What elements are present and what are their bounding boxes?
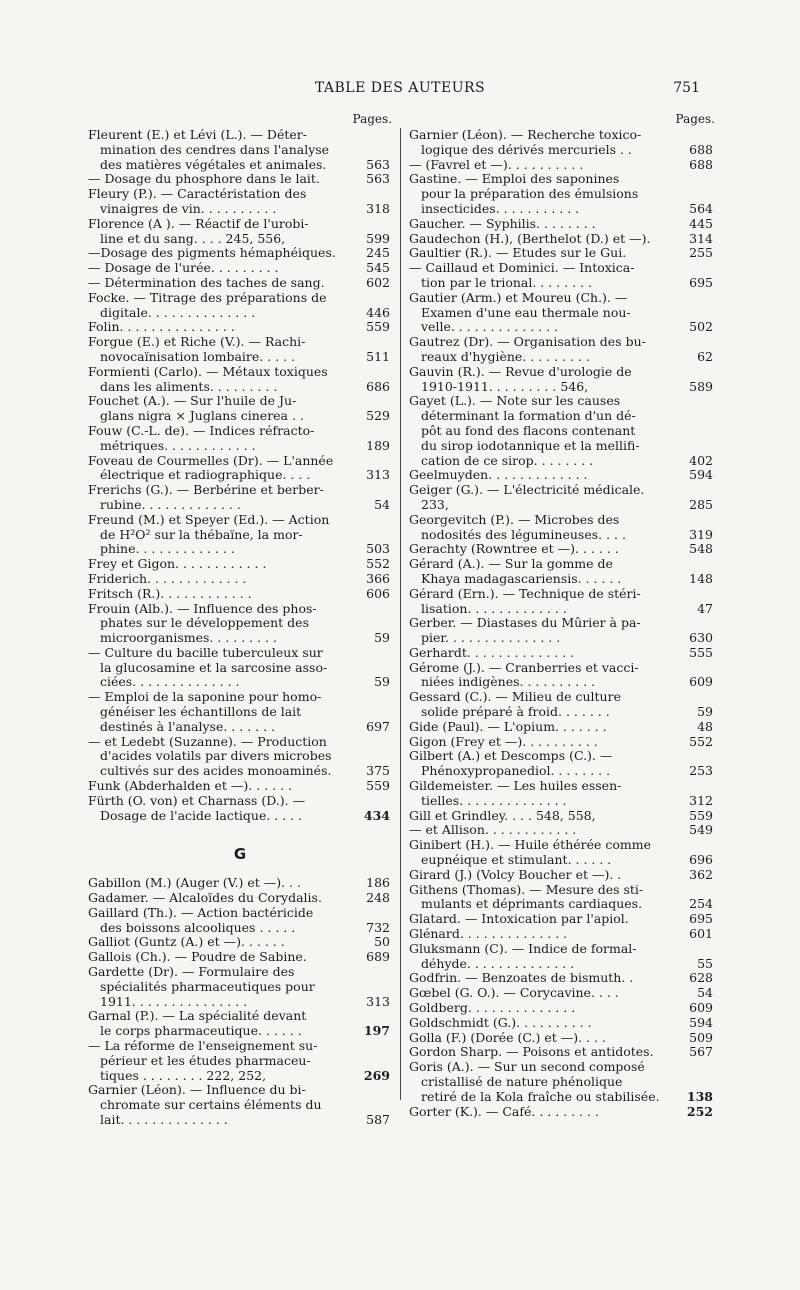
index-entry [88,217,392,247]
entry-text-line: logique des dérivés mercuriels . . [421,141,632,157]
entry-text-line: déterminant la formation d'un dé- [421,408,636,424]
entry-page-number: 54 [374,496,390,512]
index-entry [88,646,392,690]
entry-page-number: 732 [366,919,390,935]
entry-page-number: 589 [689,378,713,394]
entry-page-number: 549 [689,822,713,838]
entry-text-line: — (Favrel et —). . . . . . . . . . [409,156,584,172]
entry-text-line: Fouchet (A.). — Sur l'huile de Ju- [88,393,297,409]
entry-text-line: Glénard. . . . . . . . . . . . . . [409,926,568,942]
entry-page-number: 587 [366,1112,390,1127]
entry-text-line: Glatard. — Intoxication par l'apiol. [409,911,629,927]
entry-text-line: Gautrez (Dr). — Organisation des bu- [409,334,646,350]
entry-text-line: Examen d'une eau thermale nou- [421,304,631,320]
entry-text-line: glans nigra × Juglans cinerea . . [100,408,304,424]
index-entry [88,128,392,172]
entry-text-line: — Dosage de l'urée. . . . . . . . . [88,260,279,276]
entry-page-number: 269 [363,1067,390,1083]
entry-text-line: Gerachty (Rowntree et —). . . . . . [409,541,619,557]
index-entry [88,602,392,646]
entry-text-line: lait. . . . . . . . . . . . . . [100,1112,228,1127]
index-entry [409,246,715,261]
index-entry [409,335,715,365]
entry-page-number: 503 [366,541,390,557]
entry-page-number: 446 [366,304,390,320]
entry-page-number: 509 [689,1029,713,1045]
entry-page-number: 248 [366,890,390,906]
index-entry [88,891,392,906]
entry-text-line: métriques. . . . . . . . . . . . [100,437,256,453]
entry-text-line: Folin. . . . . . . . . . . . . . . [88,319,235,335]
entry-text-line: Gaultier (R.). — Etudes sur le Gui. [409,245,627,261]
entry-text-line: Girard (J.) (Volcy Boucher et —). . [409,866,622,882]
entry-text-line: Goldberg. . . . . . . . . . . . . . [409,1000,576,1016]
entry-text-line: Garnier (Léon). — Influence du bi- [88,1082,306,1098]
entry-text-line: Gaudechon (H.), (Berthelot (D.) et —). [409,230,651,246]
entry-page-number: 285 [689,496,713,512]
entry-text-line: Funk (Abderhalden et —). . . . . . [88,778,293,794]
entry-text-line: Gessard (C.). — Milieu de culture [409,689,621,705]
entry-text-line: solide préparé à froid. . . . . . . [421,704,610,720]
index-entry [409,365,715,395]
entry-text-line: — Détermination des taches de sang. [88,274,325,290]
entry-page-number: 197 [363,1023,390,1039]
entry-page-number: 609 [689,674,713,690]
entry-text-line: destinés à l'analyse. . . . . . . [100,718,276,734]
entry-page-number: 55 [697,955,713,971]
entry-page-number: 594 [689,467,713,483]
entry-text-line: périeur et les études pharmaceu- [100,1052,311,1068]
entry-page-number: 148 [689,570,713,586]
entry-page-number: 50 [374,934,390,950]
entry-text-line: le corps pharmaceutique. . . . . . [100,1023,302,1039]
entry-text-line: chromate sur certains éléments du [100,1097,322,1113]
index-entry [88,246,392,261]
index-entry [88,906,392,936]
index-entry [88,320,392,335]
entry-page-number: 609 [689,1000,713,1016]
entry-text-line: de H²O² sur la thébaïne, la mor- [100,526,303,542]
index-entry [409,587,715,617]
entry-text-line: Focke. — Titrage des préparations de [88,289,327,305]
entry-text-line: Godfrin. — Benzoates de bismuth. . [409,970,634,986]
entry-text-line: Gaillard (Th.). — Action bactéricide [88,904,314,920]
entry-text-line: Phénoxypropanediol. . . . . . . . [421,763,611,779]
index-entry [409,749,715,779]
entry-page-number: 314 [689,230,713,246]
index-entry [409,172,715,216]
entry-text-line: Gilbert (A.) et Descomps (C.). — [409,748,613,764]
entry-text-line: lisation. . . . . . . . . . . . . [421,600,567,616]
entry-text-line: Githens (Thomas). — Mesure des sti- [409,881,644,897]
index-entry [409,1031,715,1046]
entry-page-number: 559 [366,319,390,335]
entry-page-number: 688 [689,141,713,157]
entry-text-line: mination des cendres dans l'analyse [100,141,330,157]
entry-text-line: velle. . . . . . . . . . . . . . [421,319,559,335]
section-letter: G [233,845,247,864]
entry-text-line: Fürth (O. von) et Charnass (D.). — [88,792,306,808]
entry-text-line: Dosage de l'acide lactique. . . . . [100,807,303,823]
entry-text-line: tiques . . . . . . . . 222, 252, [100,1067,267,1083]
column-divider [400,128,401,1100]
entry-text-line: Gigon (Frey et —). . . . . . . . . . [409,733,598,749]
entry-text-line: Garnal (P.). — La spécialité devant [88,1008,307,1024]
page-header [0,80,800,100]
entry-text-line: Gaucher. — Syphilis. . . . . . . . [409,215,596,231]
entry-text-line: Golla (F.) (Dorée (C.) et —). . . . [409,1029,606,1045]
entry-text-line: Fleurent (E.) et Lévi (L.). — Déter- [88,127,307,142]
entry-text-line: Frey et Gigon. . . . . . . . . . . . [88,556,267,572]
index-entry [409,217,715,232]
entry-text-line: tion par le trional. . . . . . . . [421,274,592,290]
entry-text-line: du sirop iodotannique et la mellifi- [421,437,640,453]
index-entry [409,779,715,809]
entry-text-line: Gildemeister. — Les huiles essen- [409,778,622,794]
index-entry [88,794,392,824]
entry-page-number: 686 [366,378,390,394]
entry-text-line: Gabillon (M.) (Auger (V.) et —). . . [88,875,301,891]
index-entry [88,935,392,950]
entry-text-line: ciées. . . . . . . . . . . . . . [100,674,240,690]
index-entry [409,261,715,291]
entry-page-number: 689 [366,949,390,965]
index-entry [409,1016,715,1031]
entry-page-number: 695 [689,911,713,927]
entry-text-line: Fouw (C.-L. de). — Indices réfracto- [88,422,315,438]
entry-page-number: 552 [689,733,713,749]
index-entry [409,291,715,335]
entry-page-number: 48 [697,718,713,734]
entry-page-number: 313 [366,993,390,1009]
entry-text-line: déhyde. . . . . . . . . . . . . . [421,955,575,971]
entry-text-line: Galliot (Guntz (A.) et —). . . . . . [88,934,285,950]
entry-text-line: mulants et déprimants cardiaques. [421,896,643,912]
entry-page-number: 688 [689,156,713,172]
index-entry [409,468,715,483]
entry-page-number: 59 [374,630,390,646]
index-entry [88,735,392,779]
index-entry [88,779,392,794]
entry-text-line: Gide (Paul). — L'opium. . . . . . . [409,718,607,734]
index-entry [409,823,715,838]
entry-text-line: Gadamer. — Alcaloïdes du Corydalis. [88,890,322,906]
index-entry [88,365,392,395]
entry-text-line: Fleury (P.). — Caractéristation des [88,186,307,202]
running-title: TABLE DES AUTEURS [314,80,486,96]
index-entry [88,335,392,365]
entry-page-number: 548 [689,541,713,557]
entry-page-number: 594 [689,1014,713,1030]
entry-text-line: spécialités pharmaceutiques pour [100,978,315,994]
entry-text-line: généiser les échantillons de lait [100,704,302,720]
index-entry [409,128,715,158]
entry-page-number: 564 [689,200,713,216]
index-entry [88,261,392,276]
entry-page-number: 567 [689,1044,713,1060]
index-entry [409,646,715,661]
page-number: 751 [673,80,700,96]
entry-text-line: Georgevitch (P.). — Microbes des [409,511,620,527]
entry-text-line: Gayet (L.). — Note sur les causes [409,393,621,409]
entry-page-number: 511 [366,348,390,364]
entry-text-line: Goris (A.). — Sur un second composé [409,1059,645,1075]
entry-text-line: Fritsch (R.). . . . . . . . . . . . [88,585,252,601]
entry-page-number: 54 [697,985,713,1001]
entry-text-line: pier. . . . . . . . . . . . . . . [421,630,561,646]
entry-text-line: reaux d'hygiène. . . . . . . . . [421,348,590,364]
entry-page-number: 563 [366,156,390,172]
left-column [88,112,392,1128]
entry-page-number: 630 [689,630,713,646]
entry-text-line: cultivés sur des acides monoaminés. [100,763,332,779]
entry-text-line: Gluksmann (C). — Indice de formal- [409,940,637,956]
entry-text-line: nodosités des légumineuses. . . . [421,526,626,542]
entry-text-line: phates sur le développement des [100,615,309,631]
entry-text-line: Gérome (J.). — Cranberries et vacci- [409,659,639,675]
entry-text-line: dans les aliments. . . . . . . . . [100,378,278,394]
entry-text-line: Goldschmidt (G.). . . . . . . . . . [409,1014,592,1030]
entry-text-line: Gautier (Arm.) et Moureu (Ch.). — [409,289,628,305]
entry-page-number: 606 [366,585,390,601]
index-entry [409,557,715,587]
entry-text-line: Frouin (Alb.). — Influence des phos- [88,600,317,616]
entry-text-line: cation de ce sirop. . . . . . . . [421,452,594,468]
entry-page-number: 189 [366,437,390,453]
entry-page-number: 62 [697,348,713,364]
entry-text-line: insecticides. . . . . . . . . . . [421,200,580,216]
entry-page-number: 254 [689,896,713,912]
entry-text-line: — Emploi de la saponine pour homo- [88,689,322,705]
index-entry [409,971,715,986]
pages-column-label: Pages. [352,112,392,126]
index-entry [88,690,392,734]
entry-text-line: 1910-1911. . . . . . . . . 546, [421,378,589,394]
index-entry [409,1060,715,1104]
index-entry [88,454,392,484]
right-column [409,112,715,1119]
entry-page-number: 318 [366,200,390,216]
entry-page-number: 445 [689,215,713,231]
entry-text-line: retiré de la Kola fraîche ou stabilisée. [421,1088,660,1104]
index-entry [88,587,392,602]
entry-page-number: 59 [697,704,713,720]
index-entry [409,883,715,913]
entry-text-line: vinaigres de vin. . . . . . . . . . [100,200,277,216]
entry-text-line: Florence (A ). — Réactif de l'urobi- [88,215,309,231]
entry-text-line: Gill et Grindley. . . . 548, 558, [409,807,596,823]
entry-text-line: Geiger (G.). — L'électricité médicale. [409,482,645,498]
entry-page-number: 253 [689,763,713,779]
entry-page-number: 559 [366,778,390,794]
entry-text-line: — Dosage du phosphore dans le lait. [88,171,320,187]
entry-text-line: phine. . . . . . . . . . . . . [100,541,235,557]
index-entry [409,513,715,543]
entry-page-number: 375 [366,763,390,779]
entry-text-line: des matières végétales et animales. [100,156,327,172]
entry-text-line: d'acides volatils par divers microbes [100,748,332,764]
index-entry [88,950,392,965]
index-entry [409,616,715,646]
entry-text-line: pour la préparation des émulsions [421,186,639,202]
entry-page-number: 255 [689,245,713,261]
entry-text-line: Gastine. — Emploi des saponines [409,171,620,187]
entry-text-line: Gorter (K.). — Café. . . . . . . . . [409,1103,599,1119]
entry-page-number: 319 [689,526,713,542]
entry-text-line: 1911. . . . . . . . . . . . . . . [100,993,248,1009]
index-entry [88,1039,392,1083]
index-entry [88,1083,392,1127]
index-entry [409,942,715,972]
entry-page-number: 252 [686,1103,713,1119]
index-entry [88,276,392,291]
entry-text-line: électrique et radiographique. . . . [100,467,311,483]
entry-text-line: Gordon Sharp. — Poisons et antidotes. [409,1044,654,1060]
index-entry [409,838,715,868]
entry-text-line: line et du sang. . . . 245, 556, [100,230,286,246]
pages-column-label: Pages. [675,112,715,126]
entry-page-number: 186 [366,875,390,891]
entry-page-number: 529 [366,408,390,424]
entry-text-line: pôt au fond des flacons contenant [421,422,636,438]
entry-text-line: Foveau de Courmelles (Dr). — L'année [88,452,334,468]
entry-page-number: 138 [686,1088,713,1104]
index-entry [88,876,392,891]
entry-text-line: Khaya madagascariensis. . . . . . [421,570,622,586]
entry-text-line: niées indigènes. . . . . . . . . . [421,674,596,690]
entry-text-line: Gérard (A.). — Sur la gomme de [409,556,613,572]
index-entry [88,572,392,587]
index-entry [409,542,715,557]
entry-page-number: 555 [689,644,713,660]
entry-text-line: Garnier (Léon). — Recherche toxico- [409,127,642,142]
index-entry [409,661,715,691]
index-entry [409,986,715,1001]
entry-page-number: 502 [689,319,713,335]
entry-text-line: eupnéique et stimulant. . . . . . [421,852,612,868]
entry-page-number: 545 [366,260,390,276]
entry-text-line: Gallois (Ch.). — Poudre de Sabine. [88,949,307,965]
entry-text-line: 233, [421,496,449,512]
index-entries-g-continued [409,128,715,1119]
entry-text-line: Gerber. — Diastases du Mûrier à pa- [409,615,641,631]
entry-text-line: cristallisé de nature phénolique [421,1074,623,1089]
entry-text-line: Frerichs (G.). — Berbérine et berber- [88,482,324,498]
entry-text-line: Formienti (Carlo). — Métaux toxiques [88,363,328,379]
entry-page-number: 245 [366,245,390,261]
index-entry [409,1001,715,1016]
index-entry [88,394,392,424]
entry-text-line: tielles. . . . . . . . . . . . . . [421,792,567,808]
entry-text-line: des boissons alcooliques . . . . . [100,919,296,935]
entry-text-line: Gauvin (R.). — Revue d'urologie de [409,363,632,379]
index-entry [409,394,715,468]
index-entry [88,513,392,557]
index-entry [409,735,715,750]
entry-text-line: — La réforme de l'enseignement su- [88,1038,318,1054]
entry-text-line: — et Allison. . . . . . . . . . . . [409,822,577,838]
entry-text-line: Friderich. . . . . . . . . . . . . [88,570,247,586]
entry-page-number: 563 [366,171,390,187]
entry-text-line: Gérard (Ern.). — Technique de stéri- [409,585,641,601]
index-entry [409,912,715,927]
entry-text-line: Ginibert (H.). — Huile éthérée comme [409,837,652,853]
entry-page-number: 59 [374,674,390,690]
index-entry [409,720,715,735]
index-entry [409,232,715,247]
entry-page-number: 628 [689,970,713,986]
index-entry [88,291,392,321]
index-entry [409,1105,715,1120]
entry-page-number: 695 [689,274,713,290]
index-entries-f [88,128,392,823]
entry-page-number: 402 [689,452,713,468]
entry-text-line: Forgue (E.) et Riche (V.). — Rachi- [88,334,306,350]
entry-text-line: digitale. . . . . . . . . . . . . . [100,304,256,320]
index-entry [88,965,392,1009]
index-entry [409,483,715,513]
entry-text-line: Gerhardt. . . . . . . . . . . . . . [409,644,575,660]
entry-text-line: — Caillaud et Dominici. — Intoxica- [409,260,635,276]
entry-page-number: 552 [366,556,390,572]
index-entry [88,483,392,513]
entry-text-line: rubine. . . . . . . . . . . . . [100,496,241,512]
entry-text-line: microorganismes. . . . . . . . . [100,630,277,646]
entry-text-line: — et Ledebt (Suzanne). — Production [88,733,327,749]
entry-page-number: 696 [689,852,713,868]
entry-text-line: Geelmuyden. . . . . . . . . . . . . [409,467,588,483]
entry-page-number: 312 [689,792,713,808]
index-entry [88,172,392,187]
entry-text-line: Freund (M.) et Speyer (Ed.). — Action [88,511,330,527]
index-entry [88,424,392,454]
index-entry [409,927,715,942]
entry-text-line: — Culture du bacille tuberculeux sur [88,644,323,660]
entry-page-number: 697 [366,718,390,734]
entry-page-number: 559 [689,807,713,823]
index-entry [88,557,392,572]
index-entries-g [88,876,392,1128]
entry-text-line: la glucosamine et la sarcosine asso- [100,659,328,675]
entry-page-number: 362 [689,866,713,882]
index-entry [409,1045,715,1060]
index-entry [409,158,715,173]
entry-page-number: 366 [366,570,390,586]
entry-text-line: novocaïnisation lombaire. . . . . [100,348,296,364]
entry-text-line: Gœbel (G. O.). — Corycavine. . . . [409,985,619,1001]
entry-page-number: 47 [697,600,713,616]
entry-page-number: 434 [363,807,390,823]
index-entry [409,809,715,824]
index-entry [409,690,715,720]
entry-text-line: —Dosage des pigments hémaphéiques. [88,245,336,261]
index-entry [88,187,392,217]
index-entry [88,1009,392,1039]
entry-page-number: 313 [366,467,390,483]
entry-page-number: 602 [366,274,390,290]
entry-page-number: 599 [366,230,390,246]
entry-text-line: Gardette (Dr). — Formulaire des [88,964,295,980]
index-entry [409,868,715,883]
entry-page-number: 601 [689,926,713,942]
